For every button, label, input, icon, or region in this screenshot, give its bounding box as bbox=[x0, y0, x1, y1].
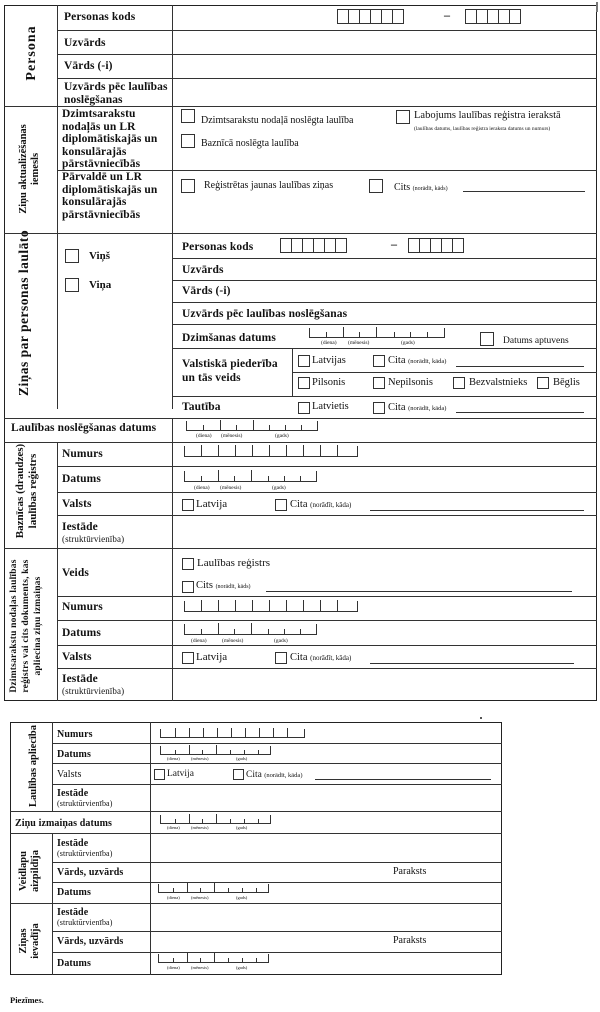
divider bbox=[172, 348, 597, 349]
section-title-laulato bbox=[16, 229, 34, 396]
section-title-iemesls bbox=[18, 104, 44, 234]
laulata-personas-kods-part2-input[interactable] bbox=[409, 238, 464, 253]
date-part-day: (diena) bbox=[191, 638, 207, 644]
option-label: Cita bbox=[246, 770, 262, 780]
option-dokuments-latvija: Latvija bbox=[196, 651, 228, 663]
title-line: apliecina ziņu izmaiņas bbox=[33, 576, 43, 676]
checkbox-dzimtsarakstu-nodala[interactable] bbox=[181, 109, 195, 123]
label-parvalde bbox=[62, 171, 157, 221]
label-aizpildija-paraksts: Paraksts bbox=[393, 866, 427, 877]
option-vina: Viņa bbox=[89, 279, 112, 291]
date-part-year: (gads) bbox=[274, 638, 288, 644]
label-dokuments-datums: Datums bbox=[62, 627, 101, 639]
option-datums-aptuvens: Datums aptuvens bbox=[503, 336, 569, 346]
date-part-day: (diena) bbox=[194, 485, 210, 491]
label-sub: (struktūrvienība) bbox=[62, 534, 125, 544]
label-aizpildija-iestade bbox=[57, 838, 112, 859]
date-part-day: (diena) bbox=[167, 825, 180, 830]
option-labojums-hint: (laulības datums, laulības reģistra ieraksta datums un numurs) bbox=[414, 126, 551, 132]
checkbox-datums-aptuvens[interactable] bbox=[480, 332, 494, 346]
uzvards-input[interactable] bbox=[174, 31, 595, 53]
label-line: diplomātiskajās un bbox=[62, 183, 158, 196]
label-line: Iestāde bbox=[57, 838, 89, 849]
notes-label: Piezīmes. bbox=[10, 995, 44, 1005]
page-mark-dot bbox=[480, 717, 482, 719]
label-personas-kods: Personas kods bbox=[64, 11, 136, 23]
cita-pilsoniba-input[interactable] bbox=[456, 366, 584, 367]
dokuments-cita-input[interactable] bbox=[370, 663, 574, 664]
label-dokuments-numurs: Numurs bbox=[62, 601, 103, 613]
label-dzimsanas-datums: Dzimšanas datums bbox=[182, 332, 276, 344]
date-part-year: (gads) bbox=[401, 340, 415, 346]
checkbox-cita-pilsoniba[interactable] bbox=[373, 355, 385, 367]
label-laulata-personas-kods: Personas kods bbox=[182, 241, 254, 253]
option-label: Cita bbox=[388, 355, 406, 366]
label-tautiba: Tautība bbox=[182, 401, 221, 413]
checkbox-vina[interactable] bbox=[65, 278, 79, 292]
dokuments-cits-input[interactable] bbox=[266, 591, 572, 592]
checkbox-dokuments-cita[interactable] bbox=[275, 652, 287, 664]
label-ievadija-datums: Datums bbox=[57, 958, 91, 969]
section-title-persona bbox=[24, 0, 42, 108]
checkbox-apliecība-latvija[interactable] bbox=[154, 769, 165, 780]
option-apliecība-latvija: Latvija bbox=[167, 769, 194, 779]
title-line: Ziņas bbox=[18, 928, 29, 954]
label-line: Iestāde bbox=[57, 788, 89, 799]
label-line: Iestāde bbox=[62, 521, 98, 533]
label-ievadija-iestade bbox=[57, 907, 112, 928]
checkbox-cita-tautiba[interactable] bbox=[373, 402, 385, 414]
label-laulata-uzvards-pec: Uzvārds pēc laulības noslēgšanas bbox=[182, 308, 348, 320]
option-dzimtsarakstu-nodala: Dzimtsarakstu nodaļā noslēgta laulība bbox=[201, 115, 354, 126]
label-laulibas-datums: Laulības noslēgšanas datums bbox=[11, 422, 157, 434]
option-labojums: Labojums laulības reģistra ierakstā bbox=[414, 110, 561, 121]
option-hint: (norādīt, kāda) bbox=[310, 501, 352, 509]
section-title-ievadija bbox=[18, 906, 44, 976]
label-aizpildija-datums: Datums bbox=[57, 887, 91, 898]
baznica-numurs-input[interactable] bbox=[184, 446, 358, 457]
section-divider bbox=[4, 548, 597, 549]
option-vins: Viņš bbox=[89, 250, 110, 262]
zinu-izmainas-datums-input[interactable] bbox=[160, 815, 271, 824]
date-part-day: (diena) bbox=[167, 965, 180, 970]
option-label: Cita bbox=[290, 652, 308, 663]
laulibas-datums-input[interactable] bbox=[186, 421, 318, 431]
divider bbox=[52, 763, 502, 764]
dzimsanas-datums-input[interactable] bbox=[309, 328, 445, 338]
personas-kods-part2-input[interactable] bbox=[466, 9, 521, 24]
dokuments-datums-input[interactable] bbox=[184, 624, 317, 635]
laulata-personas-kods-part1-input[interactable] bbox=[281, 238, 347, 253]
option-baznica-latvija: Latvija bbox=[196, 498, 228, 510]
label-line: Dzimtsarakstu bbox=[62, 108, 136, 120]
label-zinu-izmainas-datums: Ziņu izmaiņas datums bbox=[15, 818, 113, 829]
checkbox-cits-iemesls[interactable] bbox=[369, 179, 383, 193]
date-part-year: (gads) bbox=[236, 965, 248, 970]
option-apliecība-cita bbox=[246, 769, 302, 782]
option-baznica-cita bbox=[290, 499, 351, 511]
option-pilsonis: Pilsonis bbox=[312, 377, 346, 388]
apliecība-iestade-input[interactable] bbox=[152, 785, 500, 810]
option-hint: (norādīt, kāda) bbox=[408, 358, 447, 365]
cita-tautiba-input[interactable] bbox=[456, 412, 584, 413]
option-cita-pilsoniba bbox=[388, 355, 446, 368]
code-separator: – bbox=[391, 237, 397, 251]
label-line: pārstāvniecībās bbox=[62, 208, 141, 221]
label-line: Pārvaldē un LR bbox=[62, 171, 142, 183]
divider bbox=[150, 722, 151, 975]
date-part-month: (mēnesis) bbox=[348, 340, 370, 346]
section-title-text: Ziņas par personas laulāto bbox=[16, 229, 31, 396]
title-line: aizpildīja bbox=[30, 850, 41, 893]
section-title-text: Persona bbox=[24, 25, 39, 81]
date-part-month: (mēnesis) bbox=[191, 825, 209, 830]
section-divider bbox=[4, 418, 597, 419]
label-uzvards: Uzvārds bbox=[64, 37, 106, 49]
date-part-year: (gads) bbox=[272, 485, 286, 491]
label-aizpildija-vards-uzvards: Vārds, uzvārds bbox=[57, 867, 124, 878]
divider bbox=[52, 952, 502, 953]
date-part-day: (diena) bbox=[167, 756, 180, 761]
checkbox-nepilsonis[interactable] bbox=[373, 377, 385, 389]
divider bbox=[52, 743, 502, 744]
divider bbox=[52, 882, 502, 883]
label-line: pārstāvniecībās bbox=[62, 158, 141, 170]
label-line: diplomātiskajās un bbox=[62, 133, 158, 145]
option-registretas: Reģistrētas jaunas laulības ziņas bbox=[204, 180, 334, 191]
personas-kods-part1-input[interactable] bbox=[338, 9, 404, 24]
date-part-year: (gads) bbox=[236, 825, 248, 830]
date-part-month: (mēnesis) bbox=[222, 638, 244, 644]
section-divider bbox=[10, 811, 502, 812]
label-line: konsulārajās bbox=[62, 145, 127, 158]
label-valstiska-piederiba bbox=[182, 357, 278, 385]
option-dokuments-cita bbox=[290, 652, 351, 664]
checkbox-vins[interactable] bbox=[65, 249, 79, 263]
label-apliecība-valsts: Valsts bbox=[57, 769, 82, 780]
checkbox-baznica[interactable] bbox=[181, 134, 195, 148]
section-title-text: Laulības apliecība bbox=[28, 725, 39, 807]
date-part-month: (mēnesis) bbox=[191, 965, 209, 970]
title-line: Dzimtsarakstu nodaļas laulības bbox=[9, 559, 19, 693]
option-beglis: Bēglis bbox=[553, 377, 580, 388]
option-latvietis: Latvietis bbox=[312, 401, 349, 412]
label-dokuments-veids: Veids bbox=[62, 567, 89, 579]
label-ievadija-vards-uzvards: Vārds, uzvārds bbox=[57, 936, 124, 947]
dokuments-numurs-input[interactable] bbox=[184, 601, 358, 612]
label-dokuments-valsts: Valsts bbox=[62, 651, 92, 663]
checkbox-dokuments-latvija[interactable] bbox=[182, 652, 194, 664]
checkbox-dokuments-cits[interactable] bbox=[182, 581, 194, 593]
date-part-year: (gads) bbox=[236, 895, 248, 900]
baznica-datums-input[interactable] bbox=[184, 471, 317, 482]
label-sub: (struktūrvienība) bbox=[57, 918, 113, 927]
title-line: Veidlapu bbox=[18, 851, 29, 891]
label-laulata-vards: Vārds (-i) bbox=[182, 285, 231, 297]
checkbox-apliecība-cita[interactable] bbox=[233, 769, 244, 780]
dokuments-iestade-input[interactable] bbox=[174, 669, 595, 699]
uzvards-pec-input[interactable] bbox=[174, 79, 595, 105]
divider bbox=[57, 466, 597, 467]
option-cits-iemesls bbox=[394, 182, 448, 195]
date-part-month: (mēnesis) bbox=[221, 433, 243, 439]
page-edge-mark bbox=[596, 2, 598, 12]
date-part-day: (diena) bbox=[196, 433, 212, 439]
divider bbox=[52, 722, 53, 811]
apliecība-cita-input[interactable] bbox=[315, 779, 491, 780]
checkbox-laulibas-registrs[interactable] bbox=[182, 558, 194, 570]
divider bbox=[172, 233, 173, 409]
section-divider bbox=[4, 442, 597, 443]
label-line: Valstiskā piederība bbox=[182, 358, 278, 370]
option-latvijas: Latvijas bbox=[312, 355, 346, 366]
label-line: noslēgšanas bbox=[64, 94, 123, 106]
label-laulata-uzvards: Uzvārds bbox=[182, 264, 224, 276]
section-title-aizpildija bbox=[18, 836, 44, 906]
aizpildija-vards-input[interactable] bbox=[152, 863, 382, 882]
option-hint: (norādīt, kāda) bbox=[310, 654, 352, 662]
divider bbox=[172, 396, 597, 397]
title-line: Ziņu aktualizēšanas bbox=[18, 124, 29, 214]
label-line: konsulārajās bbox=[62, 196, 127, 208]
checkbox-baznica-cita[interactable] bbox=[275, 499, 287, 511]
title-line: Baznīcas (draudzes) bbox=[14, 443, 26, 539]
checkbox-latvijas[interactable] bbox=[298, 355, 310, 367]
option-label: Cits bbox=[196, 580, 213, 591]
divider bbox=[172, 302, 597, 303]
label-line: Iestāde bbox=[62, 673, 98, 685]
divider bbox=[172, 324, 597, 325]
cits-iemesls-input[interactable] bbox=[463, 191, 585, 192]
option-nepilsonis: Nepilsonis bbox=[388, 377, 433, 388]
option-label: Cits bbox=[394, 182, 411, 193]
date-part-month: (mēnesis) bbox=[191, 895, 209, 900]
apliecība-numurs-input[interactable] bbox=[160, 729, 305, 738]
option-hint: (norādīt, kāda) bbox=[408, 405, 447, 412]
option-hint: (norādīt, kāds) bbox=[412, 186, 448, 192]
checkbox-labojums[interactable] bbox=[396, 110, 410, 124]
title-line: iemesls bbox=[30, 152, 41, 186]
label-baznica-datums: Datums bbox=[62, 473, 101, 485]
label-apliecība-datums: Datums bbox=[57, 749, 91, 760]
divider bbox=[57, 233, 58, 409]
option-dokuments-cits bbox=[196, 580, 251, 593]
section-divider bbox=[4, 233, 597, 234]
label-line: Iestāde bbox=[57, 907, 89, 918]
label-ievadija-paraksts: Paraksts bbox=[393, 935, 427, 946]
code-separator: – bbox=[444, 8, 450, 22]
date-part-year: (gads) bbox=[236, 756, 248, 761]
divider bbox=[57, 596, 597, 597]
divider bbox=[57, 645, 597, 646]
divider bbox=[57, 442, 58, 701]
ievadija-datums-input[interactable] bbox=[158, 954, 269, 963]
option-laulibas-registrs: Laulības reģistrs bbox=[197, 557, 271, 569]
label-uzvards-pec bbox=[64, 81, 168, 107]
label-baznica-iestade bbox=[62, 521, 124, 545]
option-bezvalstnieks: Bezvalstnieks bbox=[469, 377, 528, 388]
divider bbox=[57, 5, 58, 233]
option-cita-tautiba bbox=[388, 402, 446, 415]
label-dokuments-iestade bbox=[62, 673, 124, 697]
label-sub: (struktūrvienība) bbox=[62, 686, 125, 696]
ievadija-iestade-input[interactable] bbox=[152, 904, 500, 930]
label-sub: (struktūrvienība) bbox=[57, 849, 113, 858]
checkbox-pilsonis[interactable] bbox=[298, 377, 310, 389]
checkbox-latvietis[interactable] bbox=[298, 402, 310, 414]
label-baznica-valsts: Valsts bbox=[62, 498, 92, 510]
laulata-vards-input[interactable] bbox=[174, 281, 595, 301]
date-part-day: (diena) bbox=[167, 895, 180, 900]
divider bbox=[292, 372, 597, 373]
option-label: Cita bbox=[388, 402, 406, 413]
section-title-apliecība bbox=[28, 716, 44, 816]
label-dzimtsarakstu-nodalas bbox=[62, 108, 157, 171]
section-divider bbox=[4, 106, 597, 107]
divider bbox=[172, 418, 173, 442]
section-title-dokuments bbox=[8, 551, 48, 701]
laulata-uzvards-input[interactable] bbox=[174, 259, 595, 279]
checkbox-registretas[interactable] bbox=[181, 179, 195, 193]
baznica-cita-input[interactable] bbox=[370, 510, 584, 511]
divider bbox=[172, 5, 173, 233]
option-label: Cita bbox=[290, 499, 308, 510]
label-apliecība-iestade bbox=[57, 788, 112, 809]
vards-input[interactable] bbox=[174, 55, 595, 77]
date-part-day: (diena) bbox=[321, 340, 337, 346]
label-vards: Vārds (-i) bbox=[64, 60, 113, 72]
label-line: Uzvārds pēc laulības bbox=[64, 81, 168, 93]
date-part-year: (gads) bbox=[275, 433, 289, 439]
divider bbox=[172, 442, 173, 701]
baznica-iestade-input[interactable] bbox=[174, 516, 595, 546]
title-line: laulības reģistrs bbox=[27, 453, 39, 529]
label-baznica-numurs: Numurs bbox=[62, 448, 103, 460]
date-part-month: (mēnesis) bbox=[191, 756, 209, 761]
option-hint: (norādīt, kāds) bbox=[215, 584, 251, 590]
aizpildija-datums-input[interactable] bbox=[158, 884, 269, 893]
label-sub: (struktūrvienība) bbox=[57, 799, 113, 808]
divider bbox=[57, 620, 597, 621]
divider bbox=[57, 492, 597, 493]
date-part-month: (mēnesis) bbox=[220, 485, 242, 491]
checkbox-bezvalstnieks[interactable] bbox=[453, 377, 465, 389]
title-line: reģistrs vai cits dokuments, kas bbox=[21, 559, 31, 693]
option-hint: (norādīt, kāda) bbox=[264, 772, 303, 779]
section-title-baznica bbox=[14, 436, 42, 546]
option-baznica: Baznīcā noslēgta laulība bbox=[201, 138, 299, 149]
aizpildija-iestade-input[interactable] bbox=[152, 834, 500, 861]
label-line: un tās veids bbox=[182, 372, 241, 384]
checkbox-beglis[interactable] bbox=[537, 377, 549, 389]
title-line: ievadīja bbox=[30, 923, 41, 959]
divider bbox=[52, 833, 53, 975]
apliecība-datums-input[interactable] bbox=[160, 746, 271, 755]
label-apliecība-numurs: Numurs bbox=[57, 729, 93, 740]
label-line: nodaļās un LR bbox=[62, 120, 136, 133]
ievadija-vards-input[interactable] bbox=[152, 932, 382, 951]
checkbox-baznica-latvija[interactable] bbox=[182, 499, 194, 511]
